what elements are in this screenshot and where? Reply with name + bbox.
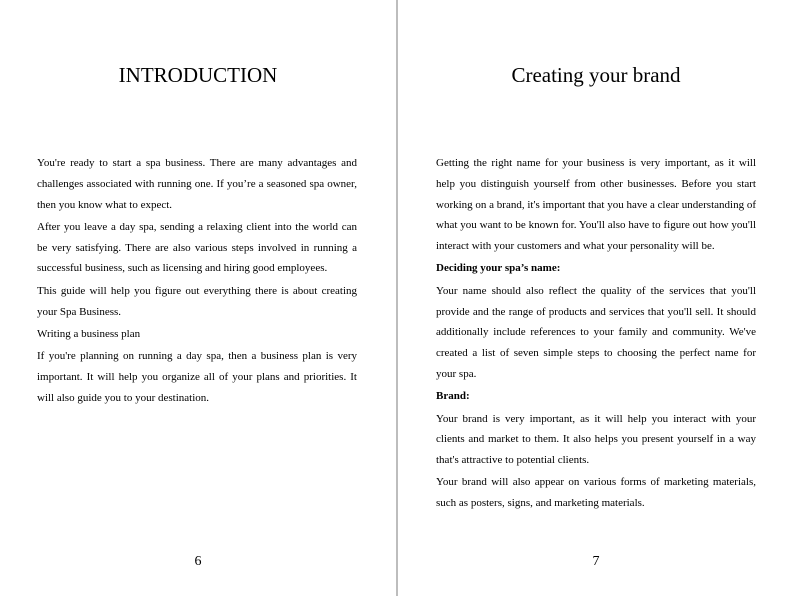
section-heading: Writing a business plan: [37, 327, 141, 340]
page-body: [37, 153, 357, 410]
left-page: [0, 0, 396, 596]
page-number: 7: [592, 554, 600, 569]
page-number: 6: [194, 554, 202, 569]
page-title: Creating your brand: [511, 63, 681, 87]
paragraph: Your name should also reflect the quality of the services that you'll provide and the range of products and services that you'll sell. It should additionally include references to your family and community. We've created a list of seven simple steps to choosing the perfect name for your spa.: [436, 284, 756, 380]
paragraph: Your brand will also appear on various forms of marketing materials, such as posters, signs, and marketing materials.: [436, 476, 756, 510]
paragraph: Getting the right name for your business is very important, as it will help you distinguish yourself from other businesses. Before you start working on a brand, it's important that you have a clear understanding of what you want to be known for. You'll also have to figure out how you'll interact with your customers and what your personality will be.: [436, 157, 756, 253]
section-heading: Brand:: [436, 390, 470, 403]
paragraph: You're ready to start a spa business. There are many advantages and challenges associated with running one. If you’re a seasoned spa owner, then you know what to expect.: [37, 157, 357, 211]
right-page: [398, 0, 794, 596]
paragraph: Your brand is very important, as it will help you interact with your clients and market to them. It also helps you present yourself in a way that's attractive to potential clients.: [436, 412, 756, 467]
section-heading: Deciding your spa’s name:: [436, 262, 561, 275]
page-title: INTRODUCTION: [118, 63, 278, 87]
paragraph: After you leave a day spa, sending a relaxing client into the world can be very satisfying. There are also various steps involved in running a successful business, such as licensing and hiring good employees.: [37, 220, 357, 275]
page-body: [436, 153, 756, 516]
paragraph: If you're planning on running a day spa, then a business plan is very important. It will help you organize all of your plans and priorities. It will also guide you to your destination.: [37, 350, 357, 404]
paragraph: This guide will help you figure out everything there is about creating your Spa Business.: [37, 284, 357, 318]
